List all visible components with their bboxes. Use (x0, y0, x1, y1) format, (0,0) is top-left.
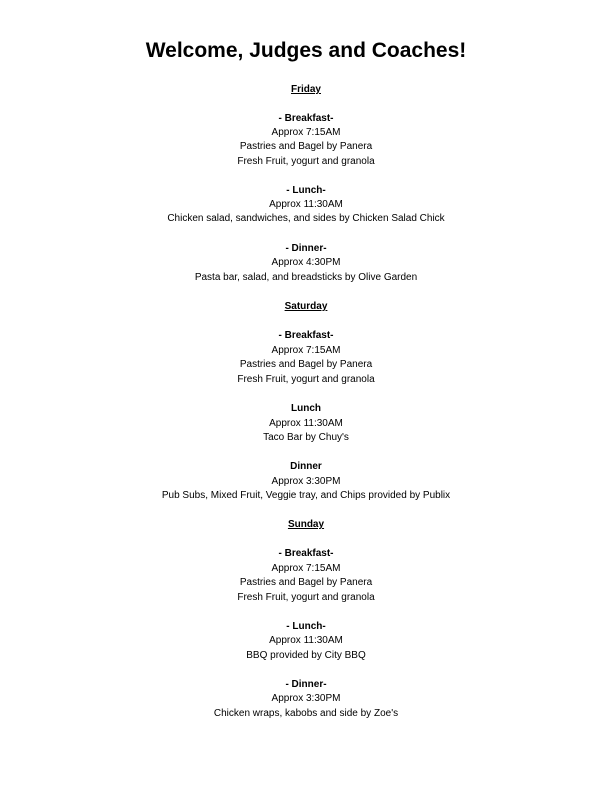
meal-label: - Dinner- (285, 243, 327, 254)
meal-label: - Breakfast- (278, 113, 334, 124)
meal-description: Pastries and Bagel by Panera (239, 577, 373, 588)
meal-description: Taco Bar by Chuy's (263, 432, 349, 443)
meal-description: Fresh Fruit, yogurt and granola (237, 156, 375, 167)
meal-label: - Lunch- (286, 185, 326, 196)
meal-description: Chicken salad, sandwiches, and sides by Chicken Salad Chick (167, 213, 445, 224)
meal-time: Approx 3:30PM (271, 693, 341, 704)
page-title: Welcome, Judges and Coaches! (145, 39, 467, 62)
meal-description: Pub Subs, Mixed Fruit, Veggie tray, and Chips provided by Publix (161, 490, 451, 501)
meal-description: BBQ provided by City BBQ (246, 650, 366, 661)
meal-time: Approx 11:30AM (269, 199, 343, 210)
meal-label: - Dinner- (285, 679, 327, 690)
meal-description: Pastries and Bagel by Panera (239, 141, 373, 152)
day-heading-friday: Friday (290, 84, 321, 95)
day-heading-sunday: Sunday (287, 519, 325, 530)
meal-time: Approx 11:30AM (269, 635, 343, 646)
meal-time: Approx 7:15AM (271, 127, 341, 138)
meal-description: Pasta bar, salad, and breadsticks by Olive Garden (194, 272, 418, 283)
meal-label: - Breakfast- (278, 330, 334, 341)
meal-label: Lunch (291, 403, 321, 414)
meal-label: Dinner (290, 461, 322, 472)
day-heading-saturday: Saturday (284, 301, 328, 312)
meal-description: Pastries and Bagel by Panera (239, 359, 373, 370)
meal-time: Approx 7:15AM (271, 345, 341, 356)
meal-time: Approx 3:30PM (271, 476, 341, 487)
meal-description: Fresh Fruit, yogurt and granola (237, 592, 375, 603)
meal-description: Chicken wraps, kabobs and side by Zoe's (213, 708, 399, 719)
meal-label: - Lunch- (286, 621, 326, 632)
meal-label: - Breakfast- (278, 548, 334, 559)
meal-time: Approx 7:15AM (271, 563, 341, 574)
meal-time: Approx 11:30AM (269, 418, 343, 429)
meal-time: Approx 4:30PM (271, 257, 341, 268)
meal-description: Fresh Fruit, yogurt and granola (237, 374, 375, 385)
